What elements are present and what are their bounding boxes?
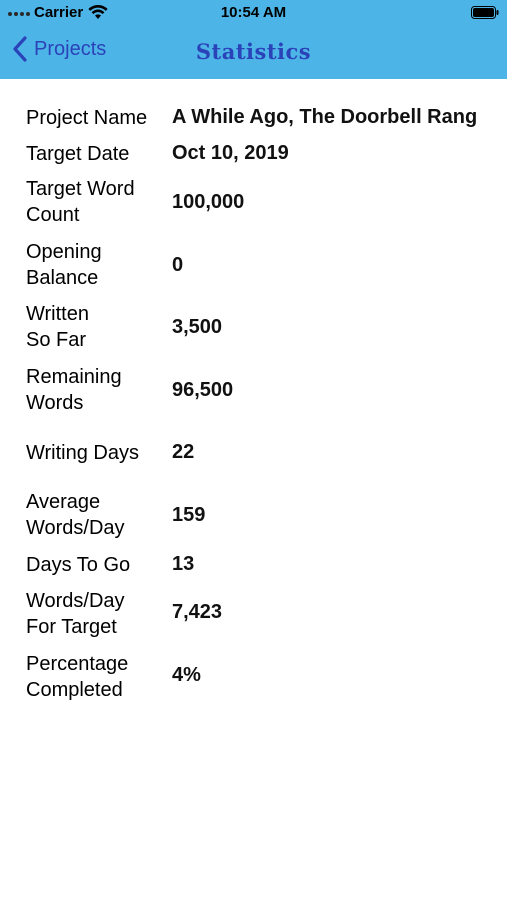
stat-label: Target Word Count [26, 178, 135, 226]
stat-label: Percentage Completed [26, 653, 129, 701]
stat-label: Opening Balance [26, 241, 102, 289]
stat-row-remaining-words [0, 364, 507, 418]
stat-row-opening-balance [0, 239, 507, 293]
back-button-label: Projects [34, 37, 107, 60]
stat-row-writing-days [0, 439, 507, 467]
status-time: 10:54 AM [220, 4, 287, 21]
stat-value: 0 [172, 254, 184, 276]
carrier-label: Carrier [34, 4, 84, 21]
stat-row-days-to-go [0, 551, 507, 579]
stat-label: Average Words/Day [26, 491, 125, 539]
stat-value: 7,423 [172, 601, 223, 623]
header [0, 0, 507, 79]
stat-label: Remaining Words [26, 366, 122, 414]
stat-value: 3,500 [172, 316, 223, 338]
stat-row-project-name [0, 104, 507, 132]
stat-label: Writing Days [26, 442, 139, 464]
stat-value: Oct 10, 2019 [172, 142, 289, 164]
stat-row-average-words-per-day [0, 489, 507, 543]
stat-label: Written So Far [26, 303, 89, 351]
stat-row-written-so-far [0, 301, 507, 355]
battery-icon [471, 6, 499, 19]
stat-label: Days To Go [26, 554, 131, 576]
stat-value: A While Ago, The Doorbell Rang [172, 106, 478, 128]
stat-value: 96,500 [172, 379, 234, 401]
stat-value: 159 [172, 504, 206, 526]
stat-row-target-date [0, 140, 507, 168]
status-bar [0, 0, 507, 26]
navigation-bar [0, 26, 507, 79]
stat-value: 100,000 [172, 191, 245, 213]
stat-label: Words/Day For Target [26, 590, 125, 638]
stat-value: 4% [172, 664, 201, 686]
stat-row-percentage-completed [0, 651, 507, 705]
stat-row-words-per-day-for-target [0, 588, 507, 642]
page-title: Statistics [195, 39, 312, 64]
stat-row-target-word-count [0, 176, 507, 230]
stat-label: Project Name [26, 107, 148, 129]
stat-label: Target Date [26, 143, 130, 165]
stat-value: 22 [172, 441, 195, 463]
stat-value: 13 [172, 553, 195, 575]
